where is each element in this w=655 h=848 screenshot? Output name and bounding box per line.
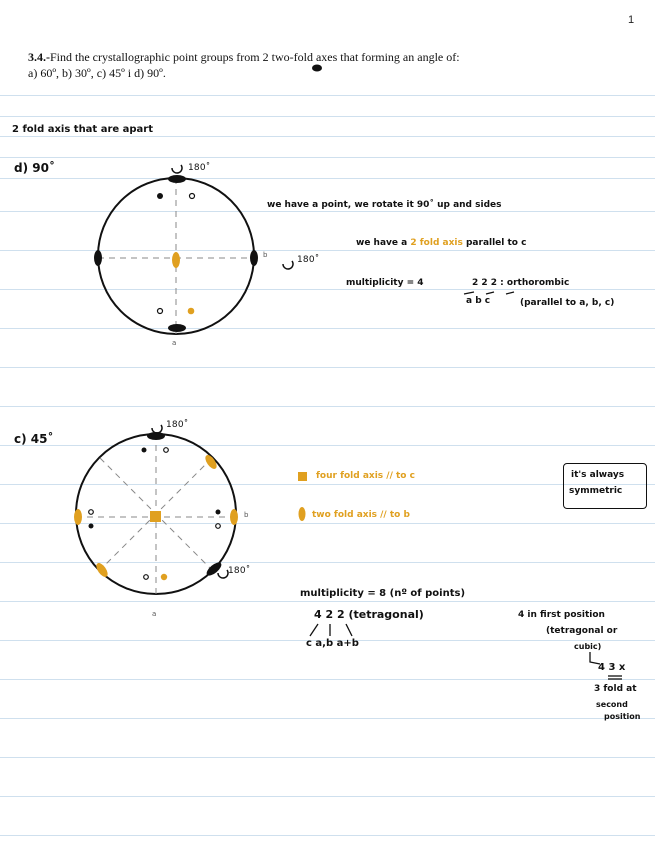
- part-d-point-group: 2 2 2 : orthorombic: [472, 278, 570, 288]
- point-open: [190, 194, 195, 199]
- bracket-stroke: [590, 652, 600, 664]
- arrow-stroke: [346, 624, 352, 636]
- section-heading: 2 fold axis that are apart: [12, 124, 154, 135]
- side-note-7: position: [604, 712, 641, 721]
- stereogram-c: [74, 425, 238, 594]
- point-dot: [89, 524, 94, 529]
- side-note-1: 4 in first position: [518, 610, 605, 620]
- point-open: [164, 448, 169, 453]
- point-dot: [157, 193, 163, 199]
- twofold-left-icon: [94, 250, 102, 266]
- stereogram-d: [94, 165, 293, 334]
- legend-square-label: four fold axis // to c: [316, 471, 415, 481]
- part-d-label: d) 90˚: [14, 161, 55, 175]
- part-d-note-2-a: we have a: [356, 238, 408, 248]
- rotation-arrow-icon: [283, 261, 293, 269]
- point-open: [89, 510, 94, 515]
- rotation-arrow-icon: [172, 165, 182, 173]
- underline-stroke: [464, 292, 474, 294]
- ink-dot: [312, 65, 322, 72]
- twofold-bottom-icon: [168, 324, 186, 332]
- part-c-multiplicity: multiplicity = 8 (nº of points): [300, 588, 466, 599]
- legend-ellipse-icon: [299, 507, 306, 521]
- part-d-bottom-vector: a: [172, 339, 177, 347]
- fourfold-center-icon: [150, 511, 161, 522]
- point-highlight: [188, 308, 195, 315]
- underline-stroke: [506, 292, 514, 294]
- part-c-right-vector: b: [244, 511, 249, 519]
- problem-text-1: Find the crystallographic point groups from 2 two-fold axes that forming an angle of:: [50, 50, 460, 64]
- point-dot: [142, 448, 147, 453]
- twofold-c-sw-icon: [94, 561, 110, 579]
- point-dot: [216, 510, 221, 515]
- part-d-axes: a b c: [466, 296, 491, 306]
- twofold-c-left-icon: [74, 509, 82, 525]
- legend-ellipse-label: two fold axis // to b: [312, 510, 410, 520]
- part-c-bottom-vector: a: [152, 610, 157, 618]
- rotation-arrow-icon: [152, 425, 162, 433]
- rotation-arrow-icon: [218, 570, 228, 578]
- twofold-center-icon: [172, 252, 180, 268]
- legend-square-icon: [298, 472, 307, 481]
- arrow-stroke: [310, 624, 318, 636]
- part-c-top-axis: 180˚: [166, 420, 189, 430]
- boxed-note-line-1: it's always: [571, 470, 625, 480]
- twofold-right-icon: [250, 250, 258, 266]
- boxed-note-line-2: symmetric: [569, 486, 623, 496]
- side-note-3: cubic): [574, 642, 602, 651]
- part-d-note-2-c: parallel to c: [465, 238, 527, 248]
- part-d-multiplicity: multiplicity = 4: [346, 278, 424, 288]
- part-d-top-axis: 180˚: [188, 163, 211, 173]
- part-d-parallel: (parallel to a, b, c): [520, 298, 615, 308]
- part-c-label: c) 45˚: [14, 432, 54, 446]
- problem-line-2: a) 60º, b) 30º, c) 45º i d) 90º.: [28, 66, 166, 80]
- part-c-point-group: 4 2 2 (tetragonal): [314, 608, 424, 621]
- side-note-5: 3 fold at: [594, 684, 637, 694]
- side-note-4: 4 3 x: [598, 662, 626, 673]
- side-note-2: (tetragonal or: [546, 626, 618, 636]
- point-open: [158, 309, 163, 314]
- part-d-right-vector: b: [263, 251, 268, 259]
- point-highlight: [161, 574, 167, 580]
- part-d-right-axis: 180˚: [297, 255, 320, 265]
- part-d-note-2-b: 2 fold axis: [410, 238, 463, 248]
- point-open: [144, 575, 149, 580]
- side-note-6: second: [596, 700, 628, 709]
- underline-stroke: [486, 292, 494, 294]
- point-open: [216, 524, 221, 529]
- page-number: 1: [628, 14, 635, 26]
- twofold-top-icon: [168, 175, 186, 183]
- part-c-bottom-right-axis: 180˚: [228, 566, 251, 576]
- problem-number: 3.4.-: [28, 50, 50, 64]
- part-c-group-sub: c a,b a+b: [306, 638, 359, 649]
- twofold-c-right-icon: [230, 509, 238, 525]
- part-d-note-1: we have a point, we rotate it 90˚ up and sides: [267, 200, 502, 210]
